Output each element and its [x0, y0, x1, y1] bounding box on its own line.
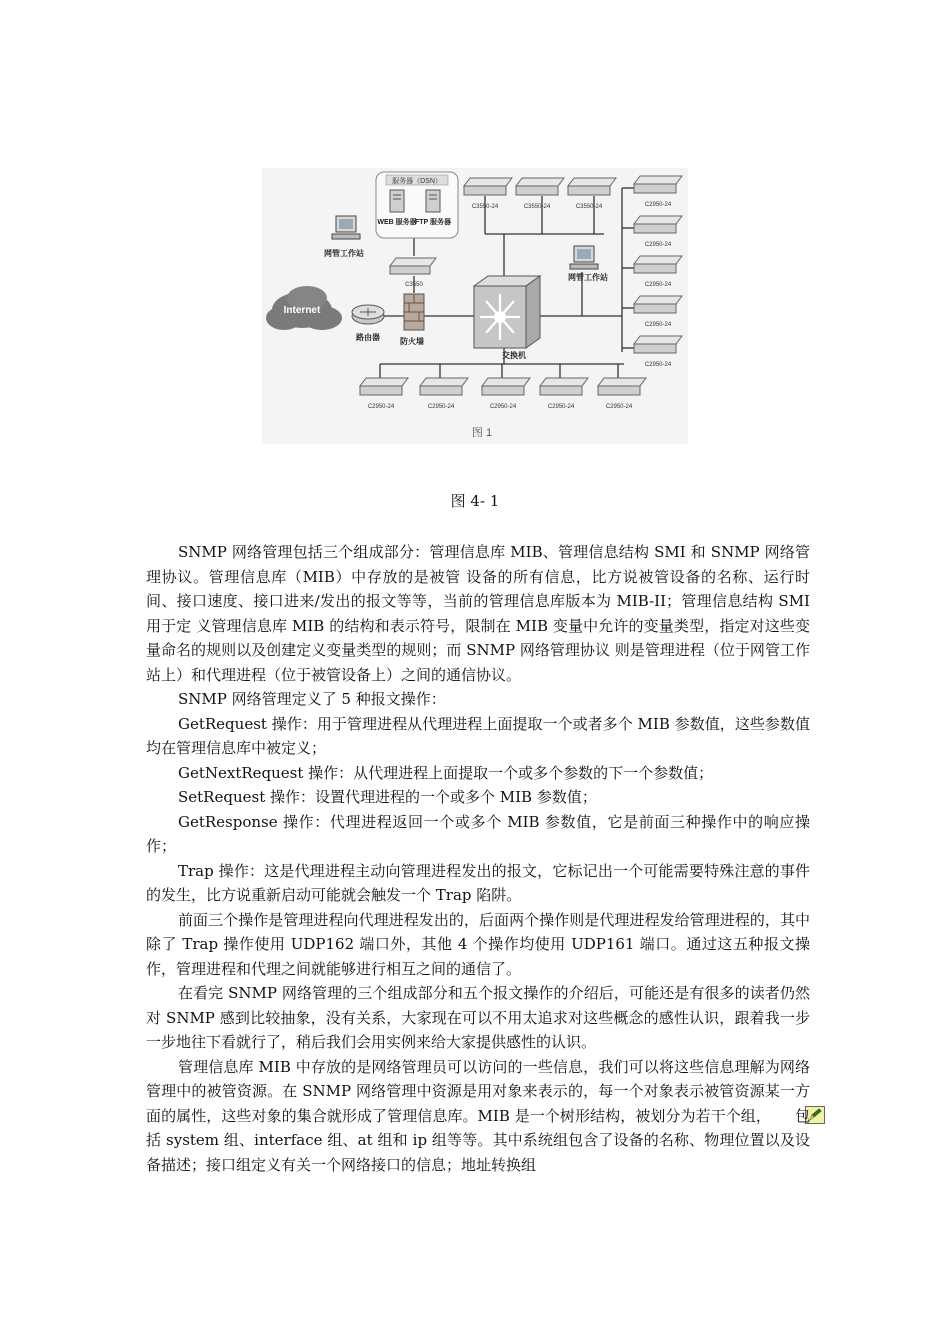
firewall-icon — [404, 294, 424, 330]
paragraph-text: 管理信息库 MIB 中存放的是网络管理员可以访问的一些信息，我们可以将这些信息理解为网络管理中的被管资源。在 SNMP 网络管理中资源是用对象来表示的，每一个对象表示被管资源某一方面的属性，这些对象的集合就形成了管理信息库。MIB 是一个树形结构，被划分为若干个组， — [146, 1057, 810, 1125]
right-switch-label: C2950-24 — [644, 282, 672, 288]
top-switch-group — [464, 178, 616, 210]
paragraph: SetRequest 操作：设置代理进程的一个或多个 MIB 参数值； — [178, 788, 597, 806]
server-zone-label: 服务器（DSN） — [392, 178, 442, 185]
network-topology-figure — [262, 168, 688, 444]
figure-inner-caption: 图 1 — [471, 427, 493, 439]
paragraph: Trap 操作：这是代理进程主动向管理进程发出的报文，它标记出一个可能需要特殊注意的事件的发生，比方说重新启动可能就会触发一个 Trap 陷阱。 — [146, 861, 810, 904]
core-switch-icon — [474, 276, 540, 348]
router-icon — [352, 305, 384, 324]
bottom-switch-label: C2950-24 — [547, 404, 575, 410]
ftp-server-label: FTP 服务器 — [414, 219, 452, 226]
nms-left-icon — [332, 216, 360, 239]
top-switch-icon — [516, 178, 564, 195]
paragraph: GetRequest 操作：用于管理进程从代理进程上面提取一个或者多个 MIB 参数值，这些参数值均在管理信息库中被定义； — [146, 714, 810, 757]
right-switch-label: C2950-24 — [644, 322, 672, 328]
top-switch-icon — [464, 178, 512, 195]
bottom-switch-label: C2950-24 — [489, 404, 517, 410]
internet-label: Internet — [283, 305, 321, 316]
c3550-label: C3550 — [405, 282, 423, 288]
paragraph — [146, 1055, 810, 1178]
pencil-icon — [773, 1106, 793, 1124]
bottom-switch-label: C2950-24 — [367, 404, 395, 410]
bottom-switch-icon — [360, 378, 408, 395]
right-switch-icon — [634, 336, 682, 353]
right-switch-icon — [634, 256, 682, 273]
nms-left-label: 网管工作站 — [324, 249, 364, 258]
bottom-switch-icon — [420, 378, 468, 395]
paragraph: SNMP 网络管理定义了 5 种报文操作： — [178, 690, 446, 708]
bottom-switch-label: C2950-24 — [427, 404, 455, 410]
paragraph: SNMP 网络管理包括三个组成部分：管理信息库 MIB、管理信息结构 SMI 和 SNMP 网络管理协议。管理信息库（MIB）中存放的是被管 设备的所有信息，比方说被管设备的名称、运行时间、接口速度、接口进来/发出的报文等等，当前的管理信息库版本为 MIB-II；管理信息结构 SMI 用于定 义管理信息库 MIB 的结构和表示符号，限制在 MIB 变量中允许的变量类型，指定对这些变量命名的规则以及创建定义变量类型的规则；而 SNMP 网络管理协议 则是管理进程（位于网管工作站上）和代理进程（位于被管设备上）之间的通信协议。 — [146, 543, 810, 684]
top-switch-icon — [568, 178, 616, 195]
body-text — [146, 540, 810, 1177]
figure-caption: 图 4- 1 — [450, 492, 500, 510]
top-switch-label: C3550-24 — [523, 204, 551, 210]
firewall-label: 防火墙 — [400, 337, 424, 346]
top-switch-label: C3550-24 — [575, 204, 603, 210]
paragraph: GetResponse 操作：代理进程返回一个或多个 MIB 参数值，它是前面三种操作中的响应操作； — [146, 812, 810, 855]
right-switch-label: C2950-24 — [644, 362, 672, 368]
right-switch-icon — [634, 216, 682, 233]
core-switch-label: 交换机 — [502, 351, 526, 360]
c3550-switch-icon — [390, 258, 436, 274]
right-switch-icon — [634, 296, 682, 313]
paragraph: 在看完 SNMP 网络管理的三个组成部分和五个报文操作的介绍后，可能还是有很多的读者仍然对 SNMP 感到比较抽象，没有关系，大家现在可以不用太追求对这些概念的感性认识，跟着我一步一步地往下看就行了，稍后我们会用实例来给大家提供感性的认识。 — [146, 984, 810, 1051]
nms-right-label: 网管工作站 — [568, 273, 608, 282]
bottom-switch-icon — [598, 378, 646, 395]
server-zone — [376, 172, 458, 238]
web-server-label: WEB 服务器 — [377, 219, 417, 226]
bottom-switch-icon — [482, 378, 530, 395]
router-label: 路由器 — [356, 333, 380, 342]
bottom-switch-label: C2950-24 — [605, 404, 633, 410]
right-switch-label: C2950-24 — [644, 242, 672, 248]
bottom-switch-icon — [540, 378, 588, 395]
top-switch-label: C3550-24 — [471, 204, 499, 210]
web-server-icon — [390, 190, 404, 212]
paragraph: GetNextRequest 操作：从代理进程上面提取一个或多个参数的下一个参数值； — [178, 763, 714, 782]
nms-right-icon — [570, 246, 598, 269]
right-switch-icon — [634, 176, 682, 193]
ftp-server-icon — [426, 190, 440, 212]
paragraph-text: 包括 system 组、interface 组、at 组和 ip 组等等。其中系统组包含了设备的名称、物理位置以及设备描述；接口组定义有关一个网络接口的信息；地址转换组 — [146, 1106, 810, 1174]
paragraph: 前面三个操作是管理进程向代理进程发出的，后面两个操作则是代理进程发给管理进程的，其中除了 Trap 操作使用 UDP162 端口外，其他 4 个操作均使用 UDP161 端口。通过这五种报文操作，管理进程和代理之间就能够进行相互之间的通信了。 — [146, 910, 810, 978]
right-switch-label: C2950-24 — [644, 202, 672, 208]
